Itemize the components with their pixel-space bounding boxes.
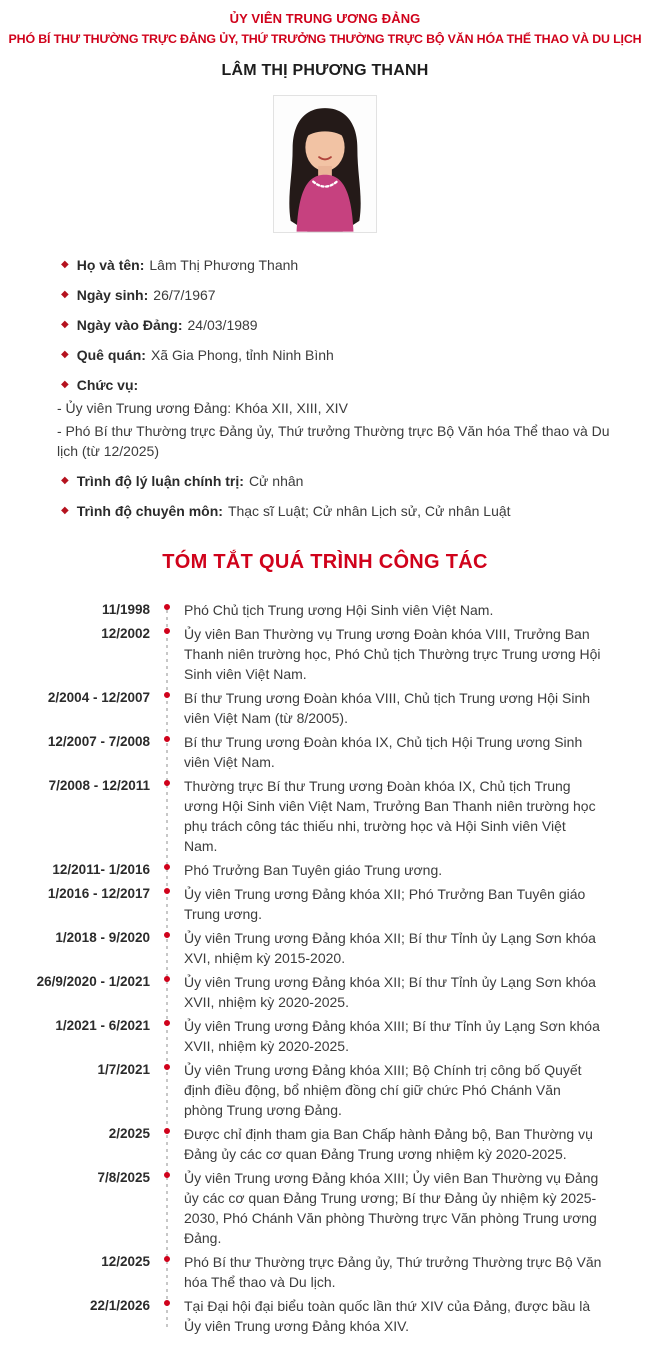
info-item-text [77,285,216,305]
timeline-marker-icon [164,1020,170,1026]
portrait-photo [273,95,377,233]
timeline-text: Được chỉ định tham gia Ban Chấp hành Đảng bộ, Ban Thường vụ Đảng ủy các cơ quan Đảng Trung ương nhiệm kỳ 2020-2025. [184,1126,593,1162]
timeline-marker-column [150,600,184,620]
timeline-text: Ủy viên Ban Thường vụ Trung ương Đoàn khóa VIII, Trưởng Ban Thanh niên trường học, Phó Chủ tịch Thường trực Trung ương Hội Sinh viên Việt Nam. [184,626,601,682]
timeline-text: Ủy viên Trung ương Đảng khóa XIII; Bộ Chính trị công bố Quyết định điều động, bổ nhiệm đồng chí giữ chức Phó Chánh Văn phòng Trung ương Đảng. [184,1062,582,1118]
timeline-entry [18,1168,602,1248]
timeline-date: 7/2008 - 12/2011 [48,778,150,793]
timeline-text: Ủy viên Trung ương Đảng khóa XII; Phó Trưởng Ban Tuyên giáo Trung ương. [184,886,586,922]
timeline-date: 12/2025 [101,1254,150,1269]
info-label: Ngày sinh: [76,287,149,303]
diamond-bullet-icon: ◆ [61,259,69,270]
info-item-text [77,315,258,335]
timeline-entry [18,624,602,684]
timeline-marker-column [150,624,184,684]
diamond-bullet-icon: ◆ [61,349,69,360]
diamond-bullet-icon: ◆ [61,505,69,516]
timeline-date: 22/1/2026 [89,1298,150,1313]
timeline-marker-column [150,732,184,772]
info-item [56,315,622,335]
timeline-text: Phó Chủ tịch Trung ương Hội Sinh viên Việt Nam. [184,602,494,618]
info-item-text [77,471,304,491]
info-label: Họ và tên: [76,257,145,273]
timeline-entry [18,884,602,924]
timeline-text: Bí thư Trung ương Đoàn khóa VIII, Chủ tịch Trung ương Hội Sinh viên Việt Nam (từ 8/2005). [184,690,591,726]
timeline-text: Phó Trưởng Ban Tuyên giáo Trung ương. [184,862,443,878]
info-list-secondary [56,471,622,521]
timeline-marker-column [150,1124,184,1164]
timeline-date: 12/2002 [101,626,150,641]
info-item-text [77,345,334,365]
timeline-marker-icon [164,604,170,610]
timeline-text: Tại Đại hội đại biểu toàn quốc lần thứ XIV của Đảng, được bầu là Ủy viên Trung ương Đảng khóa XIV. [184,1298,591,1334]
timeline-date: 7/8/2025 [97,1170,150,1185]
timeline-marker-column [150,928,184,968]
timeline-marker-icon [164,736,170,742]
timeline-entry [18,600,602,620]
timeline-marker-column [150,972,184,1012]
timeline-entry [18,1296,602,1336]
info-value: 26/7/1967 [153,287,216,303]
info-item-text [77,375,138,395]
timeline-marker-icon [164,976,170,982]
timeline-marker-column [150,1016,184,1056]
info-item [56,255,622,275]
timeline-marker-icon [164,888,170,894]
info-item [56,375,622,395]
timeline-text: Ủy viên Trung ương Đảng khóa XIII; Ủy viên Ban Thường vụ Đảng ủy các cơ quan Đảng Trung ương; Bí thư Đảng ủy nhiệm kỳ 2025-2030, Phó Chánh Văn phòng Thường trực Văn phòng Trung ương Đảng. [184,1170,599,1246]
timeline-text: Bí thư Trung ương Đoàn khóa IX, Chủ tịch Hội Trung ương Sinh viên Việt Nam. [184,734,583,770]
diamond-bullet-icon: ◆ [61,475,69,486]
timeline-date: 26/9/2020 - 1/2021 [36,974,150,989]
timeline-marker-icon [164,628,170,634]
timeline-date: 12/2007 - 7/2008 [47,734,150,749]
timeline-marker-icon [164,932,170,938]
info-item [56,471,622,491]
timeline-entry [18,1060,602,1120]
timeline-entry [18,1252,602,1292]
timeline-entry [18,1124,602,1164]
info-label: Ngày vào Đảng: [76,317,183,333]
info-label: Trình độ chuyên môn: [76,503,223,519]
timeline-date: 2/2025 [108,1126,150,1141]
section-title: TÓM TẮT QUÁ TRÌNH CÔNG TÁC [162,551,488,573]
timeline-entry [18,688,602,728]
timeline-marker-column [150,1060,184,1120]
timeline-marker-column [150,1168,184,1248]
career-timeline [0,596,650,1358]
timeline-marker-column [150,1252,184,1292]
timeline-date: 11/1998 [101,602,150,617]
info-list [56,255,622,521]
timeline-marker-icon [164,1064,170,1070]
timeline-entry [18,776,602,856]
info-item [56,285,622,305]
portrait-illustration [274,96,376,232]
position-sub-line: - Phó Bí thư Thường trực Đảng ủy, Thứ trưởng Thường trực Bộ Văn hóa Thể thao và Du lịch (từ 12/2025) [57,423,610,459]
diamond-bullet-icon: ◆ [61,319,69,330]
info-label: Quê quán: [76,347,146,363]
info-value: Cử nhân [248,473,304,489]
timeline-entry [18,860,602,880]
timeline-date: 2/2004 - 12/2007 [47,690,150,705]
page-header [0,0,650,49]
timeline-date: 1/2021 - 6/2021 [55,1018,150,1033]
info-label: Chức vụ: [76,377,139,393]
info-item-text [77,255,298,275]
timeline-text: Ủy viên Trung ương Đảng khóa XII; Bí thư Tỉnh ủy Lạng Sơn khóa XVII, nhiệm kỳ 2020-2025. [184,974,596,1010]
timeline-date: 1/7/2021 [97,1062,150,1077]
info-list-primary [56,255,622,395]
person-name: LÂM THỊ PHƯƠNG THANH [221,62,429,79]
diamond-bullet-icon: ◆ [61,379,69,390]
timeline-entry [18,972,602,1012]
timeline-marker-icon [164,1128,170,1134]
diamond-bullet-icon: ◆ [61,289,69,300]
info-item [56,501,622,521]
timeline-marker-icon [164,1256,170,1262]
timeline-text: Ủy viên Trung ương Đảng khóa XIII; Bí thư Tỉnh ủy Lạng Sơn khóa XVII, nhiệm kỳ 2020-2025. [184,1018,600,1054]
info-value: Thạc sĩ Luật; Cử nhân Lịch sử, Cử nhân Luật [227,503,511,519]
timeline-entry [18,928,602,968]
info-label: Trình độ lý luận chính trị: [76,473,244,489]
timeline-marker-icon [164,1300,170,1306]
timeline-marker-column [150,884,184,924]
header-title-line1: ỦY VIÊN TRUNG ƯƠNG ĐẢNG [229,11,421,26]
timeline-marker-column [150,860,184,880]
position-sub-lines [57,398,622,461]
timeline-marker-icon [164,780,170,786]
timeline-entry [18,732,602,772]
timeline-text: Ủy viên Trung ương Đảng khóa XII; Bí thư Tỉnh ủy Lạng Sơn khóa XVI, nhiệm kỳ 2015-2020. [184,930,596,966]
timeline-marker-column [150,776,184,856]
info-value: Lâm Thị Phương Thanh [149,257,299,273]
info-value: 24/03/1989 [187,317,258,333]
timeline-marker-icon [164,692,170,698]
timeline-marker-column [150,1296,184,1336]
info-item-text [77,501,511,521]
timeline-entry [18,1016,602,1056]
timeline-text: Thường trực Bí thư Trung ương Đoàn khóa IX, Chủ tịch Trung ương Hội Sinh viên Việt Nam, Trưởng Ban Thanh niên trường học phụ trách công tác thiếu nhi, trường học và Hội Sinh viên Việt Nam. [184,778,596,854]
timeline-date: 1/2018 - 9/2020 [55,930,150,945]
timeline-date: 12/2011- 1/2016 [52,862,150,877]
timeline-marker-column [150,688,184,728]
info-item [56,345,622,365]
timeline-text: Phó Bí thư Thường trực Đảng ủy, Thứ trưởng Thường trực Bộ Văn hóa Thể thao và Du lịch. [184,1254,602,1290]
info-value: Xã Gia Phong, tỉnh Ninh Bình [150,347,334,363]
position-sub-line: - Ủy viên Trung ương Đảng: Khóa XII, XIII, XIV [57,400,348,416]
timeline-marker-icon [164,864,170,870]
timeline-date: 1/2016 - 12/2017 [47,886,150,901]
timeline-marker-icon [164,1172,170,1178]
header-title-line2: PHÓ BÍ THƯ THƯỜNG TRỰC ĐẢNG ỦY, THỨ TRƯỞNG THƯỜNG TRỰC BỘ VĂN HÓA THỂ THAO VÀ DU LỊCH [8,32,642,46]
